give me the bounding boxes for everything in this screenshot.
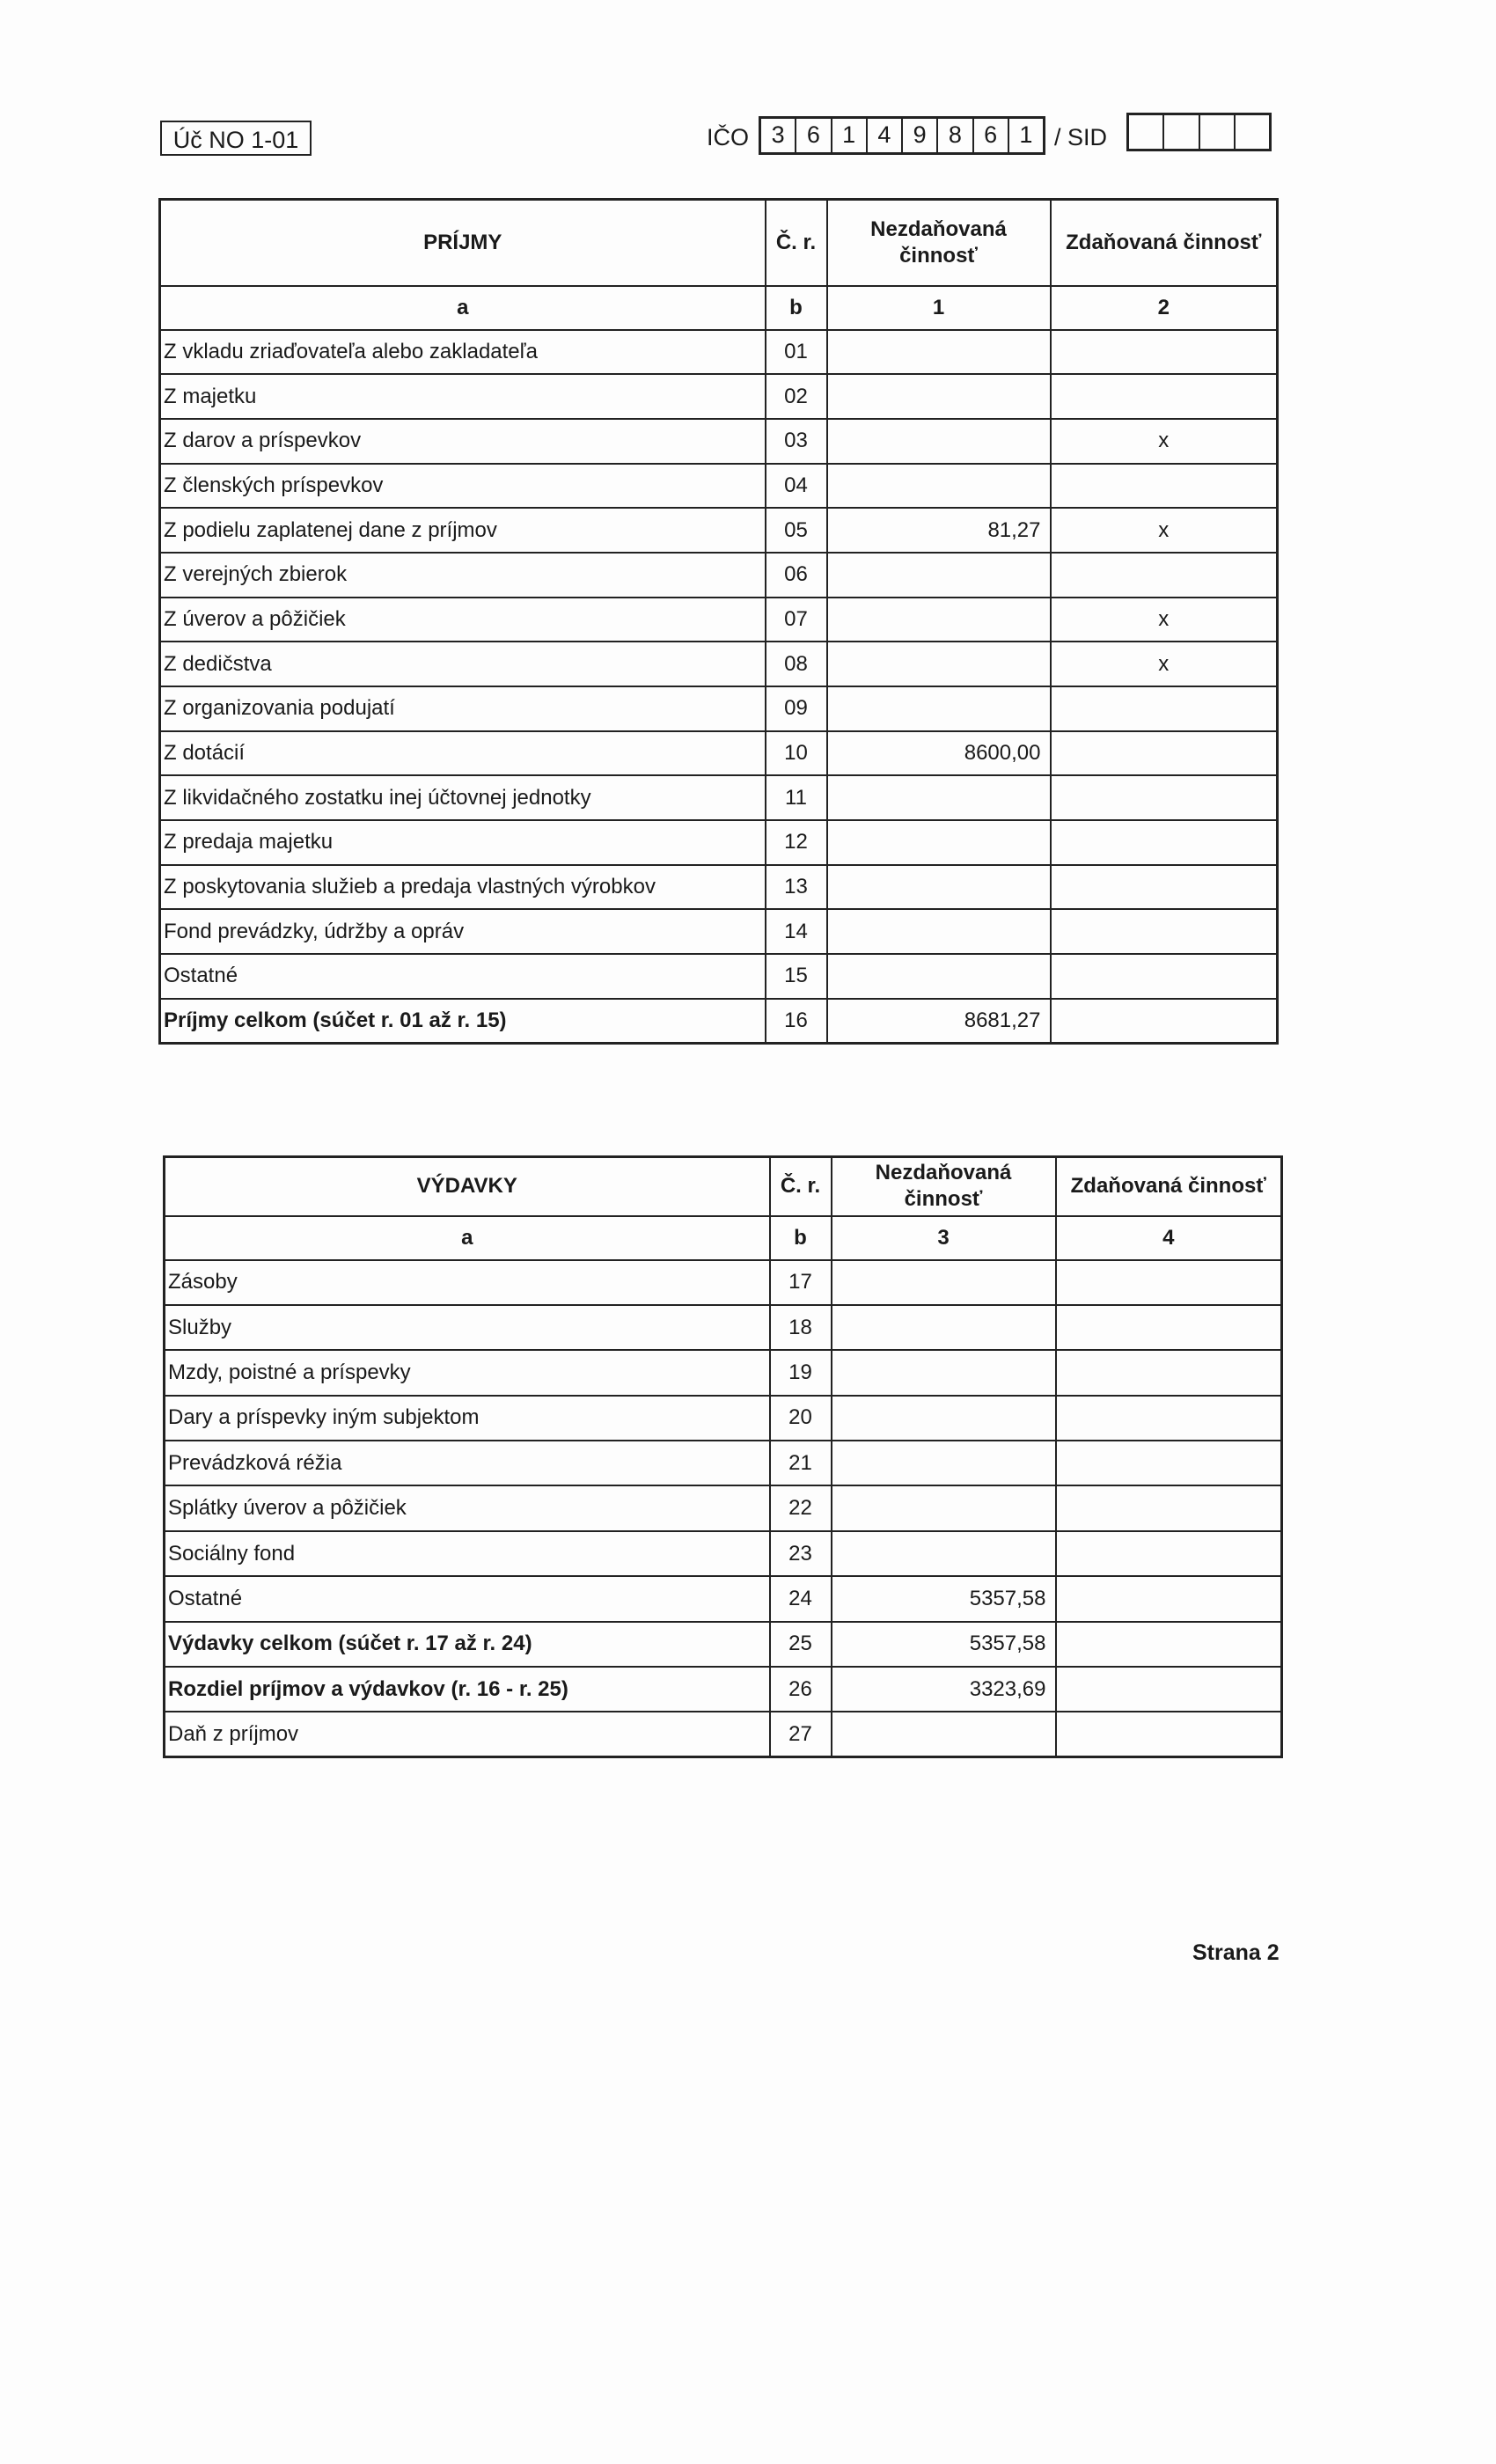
- digit-box[interactable]: 4: [868, 119, 903, 152]
- row-label: Služby: [165, 1305, 770, 1350]
- page-number: Strana 2: [1192, 1940, 1280, 1965]
- value-taxed[interactable]: [1051, 954, 1278, 999]
- row-number: 23: [770, 1531, 832, 1576]
- table-row: [165, 1441, 1282, 1485]
- income-title: PRÍJMY: [160, 200, 766, 286]
- value-nontaxed[interactable]: 8600,00: [827, 731, 1051, 776]
- value-taxed[interactable]: [1051, 330, 1278, 375]
- table-row: [160, 731, 1278, 776]
- row-label: Z organizovania podujatí: [160, 686, 766, 731]
- digit-box[interactable]: [1164, 115, 1199, 149]
- value-nontaxed[interactable]: [832, 1712, 1056, 1756]
- value-nontaxed[interactable]: [832, 1396, 1056, 1441]
- value-taxed[interactable]: [1056, 1441, 1282, 1485]
- expenses-table: [163, 1155, 1283, 1758]
- sub-a: a: [165, 1216, 770, 1260]
- row-label: Z darov a príspevkov: [160, 419, 766, 464]
- value-nontaxed[interactable]: [827, 374, 1051, 419]
- value-nontaxed[interactable]: 8681,27: [827, 999, 1051, 1044]
- table-row: [160, 686, 1278, 731]
- col-taxed: Zdaňovaná činnosť: [1051, 200, 1278, 286]
- table-row: [165, 1396, 1282, 1441]
- sub-2: 2: [1051, 286, 1278, 330]
- row-label: Z verejných zbierok: [160, 553, 766, 598]
- digit-box[interactable]: 3: [761, 119, 796, 152]
- row-label: Daň z príjmov: [165, 1712, 770, 1756]
- value-taxed[interactable]: [1051, 999, 1278, 1044]
- value-taxed[interactable]: x: [1051, 598, 1278, 642]
- value-nontaxed[interactable]: [827, 865, 1051, 910]
- value-taxed[interactable]: [1056, 1260, 1282, 1305]
- sub-4: 4: [1056, 1216, 1282, 1260]
- table-row: [160, 598, 1278, 642]
- value-nontaxed[interactable]: [827, 464, 1051, 509]
- row-number: 04: [766, 464, 827, 509]
- value-nontaxed[interactable]: 81,27: [827, 508, 1051, 553]
- digit-box[interactable]: [1200, 115, 1236, 149]
- row-label: Z úverov a pôžičiek: [160, 598, 766, 642]
- row-number: 07: [766, 598, 827, 642]
- sub-1: 1: [827, 286, 1051, 330]
- row-number: 01: [766, 330, 827, 375]
- form-code: Úč NO 1-01: [160, 121, 312, 156]
- row-number: 10: [766, 731, 827, 776]
- sub-3: 3: [832, 1216, 1056, 1260]
- table-row: [160, 642, 1278, 686]
- value-taxed[interactable]: [1051, 909, 1278, 954]
- col-nontaxed: Nezdaňovaná činnosť: [827, 200, 1051, 286]
- value-taxed[interactable]: x: [1051, 508, 1278, 553]
- value-taxed[interactable]: [1051, 686, 1278, 731]
- value-nontaxed[interactable]: [827, 642, 1051, 686]
- table-row: [165, 1305, 1282, 1350]
- table-row: [160, 954, 1278, 999]
- value-nontaxed[interactable]: 5357,58: [832, 1622, 1056, 1667]
- table-row: [165, 1485, 1282, 1530]
- value-nontaxed[interactable]: [832, 1441, 1056, 1485]
- table-row: [160, 820, 1278, 865]
- table-row: [160, 999, 1278, 1044]
- value-taxed[interactable]: [1056, 1396, 1282, 1441]
- value-nontaxed[interactable]: 5357,58: [832, 1576, 1056, 1621]
- table-row: [165, 1350, 1282, 1395]
- sid-field[interactable]: [1126, 113, 1272, 151]
- row-label: Z dedičstva: [160, 642, 766, 686]
- table-row: [160, 553, 1278, 598]
- table-row: [165, 1260, 1282, 1305]
- digit-box[interactable]: 8: [938, 119, 973, 152]
- sub-a: a: [160, 286, 766, 330]
- table-row: [165, 1712, 1282, 1756]
- row-label: Mzdy, poistné a príspevky: [165, 1350, 770, 1395]
- row-label: Z likvidačného zostatku inej účtovnej jednotky: [160, 775, 766, 820]
- ico-field[interactable]: [759, 116, 1045, 155]
- value-taxed[interactable]: [1051, 553, 1278, 598]
- table-row: [160, 419, 1278, 464]
- income-table: [158, 198, 1279, 1045]
- value-nontaxed[interactable]: [827, 954, 1051, 999]
- value-taxed[interactable]: [1056, 1622, 1282, 1667]
- row-label: Rozdiel príjmov a výdavkov (r. 16 - r. 25): [165, 1667, 770, 1712]
- digit-box[interactable]: 6: [796, 119, 832, 152]
- row-number: 14: [766, 909, 827, 954]
- table-row: [160, 865, 1278, 910]
- row-number: 22: [770, 1485, 832, 1530]
- value-nontaxed[interactable]: [827, 909, 1051, 954]
- row-number: 09: [766, 686, 827, 731]
- row-label: Z dotácií: [160, 731, 766, 776]
- digit-box[interactable]: 6: [974, 119, 1009, 152]
- row-label: Z vkladu zriaďovateľa alebo zakladateľa: [160, 330, 766, 375]
- table-row: [165, 1531, 1282, 1576]
- value-taxed[interactable]: [1051, 374, 1278, 419]
- value-nontaxed[interactable]: [827, 686, 1051, 731]
- value-taxed[interactable]: [1056, 1350, 1282, 1395]
- row-number: 27: [770, 1712, 832, 1756]
- row-number: 20: [770, 1396, 832, 1441]
- row-number: 15: [766, 954, 827, 999]
- row-label: Z predaja majetku: [160, 820, 766, 865]
- value-taxed[interactable]: [1051, 820, 1278, 865]
- row-number: 21: [770, 1441, 832, 1485]
- row-label: Dary a príspevky iným subjektom: [165, 1396, 770, 1441]
- value-nontaxed[interactable]: [827, 419, 1051, 464]
- digit-box[interactable]: [1236, 115, 1269, 149]
- row-number: 08: [766, 642, 827, 686]
- value-taxed[interactable]: [1056, 1305, 1282, 1350]
- row-label: Sociálny fond: [165, 1531, 770, 1576]
- value-taxed[interactable]: x: [1051, 419, 1278, 464]
- row-number: 11: [766, 775, 827, 820]
- value-taxed[interactable]: [1051, 464, 1278, 509]
- table-row: [160, 330, 1278, 375]
- col-nontaxed: Nezdaňovaná činnosť: [832, 1157, 1056, 1216]
- row-label: Z členských príspevkov: [160, 464, 766, 509]
- row-label: Z poskytovania služieb a predaja vlastných výrobkov: [160, 865, 766, 910]
- row-label: Splátky úverov a pôžičiek: [165, 1485, 770, 1530]
- sub-b: b: [766, 286, 827, 330]
- digit-box[interactable]: [1129, 115, 1164, 149]
- row-number: 13: [766, 865, 827, 910]
- row-number: 02: [766, 374, 827, 419]
- row-label: Príjmy celkom (súčet r. 01 až r. 15): [160, 999, 766, 1044]
- row-label: Prevádzková réžia: [165, 1441, 770, 1485]
- value-taxed[interactable]: [1051, 865, 1278, 910]
- digit-box[interactable]: 1: [832, 119, 868, 152]
- row-label: Z podielu zaplatenej dane z príjmov: [160, 508, 766, 553]
- row-number: 19: [770, 1350, 832, 1395]
- row-label: Fond prevádzky, údržby a opráv: [160, 909, 766, 954]
- table-row: [165, 1667, 1282, 1712]
- value-nontaxed[interactable]: 3323,69: [832, 1667, 1056, 1712]
- row-number: 17: [770, 1260, 832, 1305]
- value-nontaxed[interactable]: [832, 1350, 1056, 1395]
- row-number: 26: [770, 1667, 832, 1712]
- value-nontaxed[interactable]: [827, 775, 1051, 820]
- row-label: Zásoby: [165, 1260, 770, 1305]
- row-number: 12: [766, 820, 827, 865]
- value-taxed[interactable]: [1056, 1485, 1282, 1530]
- col-row-number: Č. r.: [766, 200, 827, 286]
- row-number: 05: [766, 508, 827, 553]
- table-row: [160, 775, 1278, 820]
- row-number: 25: [770, 1622, 832, 1667]
- value-nontaxed[interactable]: [832, 1260, 1056, 1305]
- digit-box[interactable]: 9: [903, 119, 938, 152]
- value-taxed[interactable]: [1056, 1667, 1282, 1712]
- table-row: [165, 1576, 1282, 1621]
- value-taxed[interactable]: [1056, 1712, 1282, 1756]
- table-row: [160, 909, 1278, 954]
- digit-box[interactable]: 1: [1019, 121, 1033, 148]
- value-taxed[interactable]: [1056, 1531, 1282, 1576]
- row-number: 24: [770, 1576, 832, 1621]
- table-row: [165, 1622, 1282, 1667]
- row-number: 16: [766, 999, 827, 1044]
- value-taxed[interactable]: [1051, 775, 1278, 820]
- value-nontaxed[interactable]: [827, 330, 1051, 375]
- value-nontaxed[interactable]: [832, 1485, 1056, 1530]
- ico-label: IČO: [707, 124, 750, 150]
- value-taxed[interactable]: [1056, 1576, 1282, 1621]
- row-number: 03: [766, 419, 827, 464]
- value-nontaxed[interactable]: [827, 820, 1051, 865]
- table-row: [160, 374, 1278, 419]
- row-label: Z majetku: [160, 374, 766, 419]
- value-nontaxed[interactable]: [832, 1305, 1056, 1350]
- value-taxed[interactable]: [1051, 731, 1278, 776]
- expenses-title: VÝDAVKY: [165, 1157, 770, 1216]
- sid-label: / SID: [1054, 124, 1108, 150]
- row-number: 06: [766, 553, 827, 598]
- row-label: Výdavky celkom (súčet r. 17 až r. 24): [165, 1622, 770, 1667]
- table-row: [160, 464, 1278, 509]
- value-nontaxed[interactable]: [827, 598, 1051, 642]
- sub-b: b: [770, 1216, 832, 1260]
- table-row: [160, 508, 1278, 553]
- col-row-number: Č. r.: [770, 1157, 832, 1216]
- value-nontaxed[interactable]: [827, 553, 1051, 598]
- row-label: Ostatné: [160, 954, 766, 999]
- row-number: 18: [770, 1305, 832, 1350]
- value-taxed[interactable]: x: [1051, 642, 1278, 686]
- col-taxed: Zdaňovaná činnosť: [1056, 1157, 1282, 1216]
- value-nontaxed[interactable]: [832, 1531, 1056, 1576]
- row-label: Ostatné: [165, 1576, 770, 1621]
